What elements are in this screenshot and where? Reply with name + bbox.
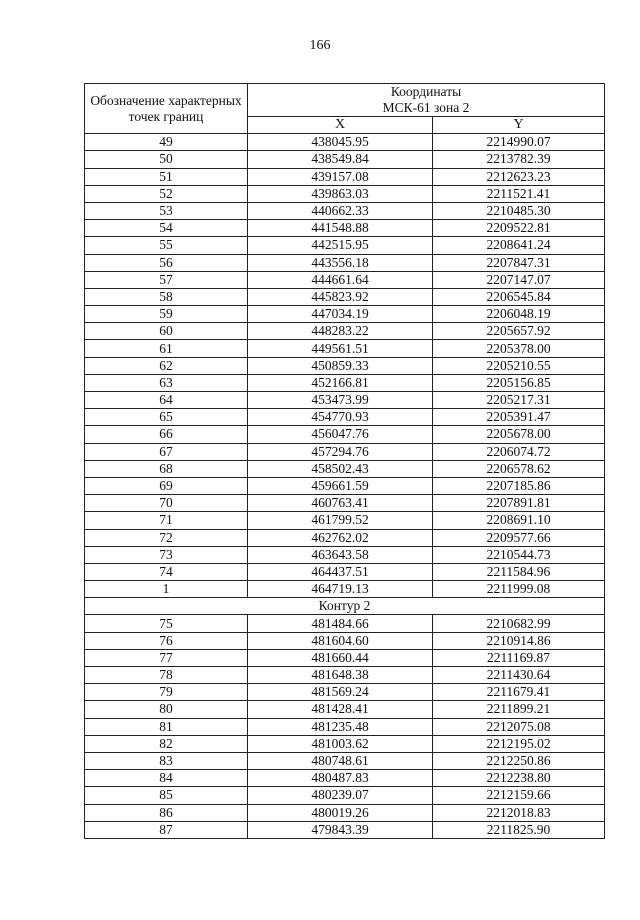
- x-coordinate-cell: 481569.24: [248, 684, 433, 701]
- point-name-header: Обозначение характерных точек границ: [85, 84, 248, 134]
- table-row: [85, 632, 605, 649]
- x-coordinate-cell: 479843.39: [248, 821, 433, 838]
- y-coordinate-cell: 2210682.99: [433, 615, 605, 632]
- point-name-cell: 1: [85, 581, 248, 598]
- x-coordinate-cell: 438549.84: [248, 151, 433, 168]
- table-row: [85, 684, 605, 701]
- y-coordinate-cell: 2206578.62: [433, 460, 605, 477]
- y-coordinate-cell: 2213782.39: [433, 151, 605, 168]
- y-coordinate-cell: 2214990.07: [433, 134, 605, 151]
- point-name-cell: 82: [85, 735, 248, 752]
- x-coordinate-cell: 480019.26: [248, 804, 433, 821]
- y-coordinate-cell: 2207147.07: [433, 271, 605, 288]
- y-coordinate-cell: 2210485.30: [433, 202, 605, 219]
- point-name-cell: 81: [85, 718, 248, 735]
- point-name-cell: 87: [85, 821, 248, 838]
- y-coordinate-cell: 2205657.92: [433, 323, 605, 340]
- y-coordinate-cell: 2206074.72: [433, 443, 605, 460]
- x-coordinate-cell: 452166.81: [248, 374, 433, 391]
- table-row: [85, 787, 605, 804]
- point-name-cell: 86: [85, 804, 248, 821]
- x-coordinate-cell: 439157.08: [248, 168, 433, 185]
- y-coordinate-cell: 2211521.41: [433, 185, 605, 202]
- point-name-cell: 84: [85, 770, 248, 787]
- table-row: [85, 254, 605, 271]
- table-row: [85, 357, 605, 374]
- point-name-cell: 75: [85, 615, 248, 632]
- table-row: [85, 460, 605, 477]
- y-coordinate-cell: 2209522.81: [433, 220, 605, 237]
- y-coordinate-cell: 2205156.85: [433, 374, 605, 391]
- point-name-cell: 55: [85, 237, 248, 254]
- table-row: [85, 168, 605, 185]
- x-coordinate-cell: 444661.64: [248, 271, 433, 288]
- point-name-cell: 56: [85, 254, 248, 271]
- section-row: [85, 598, 605, 615]
- point-name-cell: 60: [85, 323, 248, 340]
- x-coordinate-cell: 461799.52: [248, 512, 433, 529]
- table-row: [85, 512, 605, 529]
- point-name-cell: 53: [85, 202, 248, 219]
- table-row: [85, 134, 605, 151]
- table-row: [85, 735, 605, 752]
- y-coordinate-cell: 2211899.21: [433, 701, 605, 718]
- x-coordinate-cell: 445823.92: [248, 288, 433, 305]
- point-name-cell: 67: [85, 443, 248, 460]
- x-coordinate-cell: 450859.33: [248, 357, 433, 374]
- y-coordinate-cell: 2206545.84: [433, 288, 605, 305]
- coordinates-group-header: [248, 84, 605, 117]
- x-coordinate-cell: 481428.41: [248, 701, 433, 718]
- table-row: [85, 374, 605, 391]
- point-name-cell: 83: [85, 752, 248, 769]
- x-coordinate-cell: 481604.60: [248, 632, 433, 649]
- table-row: [85, 323, 605, 340]
- x-coordinate-cell: 481484.66: [248, 615, 433, 632]
- table-row: [85, 529, 605, 546]
- table-row: [85, 306, 605, 323]
- point-name-cell: 62: [85, 357, 248, 374]
- y-coordinate-cell: 2211169.87: [433, 649, 605, 666]
- y-coordinate-cell: 2205210.55: [433, 357, 605, 374]
- point-name-cell: 50: [85, 151, 248, 168]
- table-row: [85, 581, 605, 598]
- point-name-cell: 80: [85, 701, 248, 718]
- table-row: [85, 271, 605, 288]
- table-row: [85, 426, 605, 443]
- x-coordinate-cell: 453473.99: [248, 392, 433, 409]
- x-coordinate-cell: 463643.58: [248, 546, 433, 563]
- table-row: [85, 546, 605, 563]
- table-row: [85, 185, 605, 202]
- x-coordinate-cell: 441548.88: [248, 220, 433, 237]
- y-coordinate-cell: 2212623.23: [433, 168, 605, 185]
- y-coordinate-cell: 2212250.86: [433, 752, 605, 769]
- x-coordinate-cell: 443556.18: [248, 254, 433, 271]
- y-coordinate-cell: 2205217.31: [433, 392, 605, 409]
- table-row: [85, 220, 605, 237]
- y-coordinate-cell: 2212075.08: [433, 718, 605, 735]
- x-coordinate-cell: 439863.03: [248, 185, 433, 202]
- table-row: [85, 477, 605, 494]
- table-row: [85, 495, 605, 512]
- y-coordinate-cell: 2207891.81: [433, 495, 605, 512]
- point-name-cell: 72: [85, 529, 248, 546]
- x-coordinate-cell: 464719.13: [248, 581, 433, 598]
- table-row: [85, 804, 605, 821]
- table-row: [85, 392, 605, 409]
- x-coordinate-cell: 481648.38: [248, 667, 433, 684]
- y-coordinate-cell: 2209577.66: [433, 529, 605, 546]
- x-coordinate-cell: 462762.02: [248, 529, 433, 546]
- x-coordinate-cell: 447034.19: [248, 306, 433, 323]
- y-coordinate-cell: 2212159.66: [433, 787, 605, 804]
- y-coordinate-cell: 2208691.10: [433, 512, 605, 529]
- point-name-cell: 65: [85, 409, 248, 426]
- point-name-cell: 59: [85, 306, 248, 323]
- coordinates-table: [84, 83, 605, 839]
- table-row: [85, 770, 605, 787]
- coordinate-system-title: МСК-61 зона 2: [382, 100, 470, 115]
- table-row: [85, 563, 605, 580]
- point-name-cell: 52: [85, 185, 248, 202]
- point-name-cell: 73: [85, 546, 248, 563]
- table-row: [85, 718, 605, 735]
- page-number: 166: [309, 38, 331, 53]
- point-name-cell: 70: [85, 495, 248, 512]
- point-name-cell: 51: [85, 168, 248, 185]
- table-row: [85, 615, 605, 632]
- table-row: [85, 151, 605, 168]
- y-coordinate-cell: 2210914.86: [433, 632, 605, 649]
- y-coordinate-cell: 2205378.00: [433, 340, 605, 357]
- point-name-cell: 76: [85, 632, 248, 649]
- section-label: Контур 2: [85, 598, 605, 615]
- x-coordinate-cell: 440662.33: [248, 202, 433, 219]
- x-coordinate-cell: 449561.51: [248, 340, 433, 357]
- point-name-cell: 74: [85, 563, 248, 580]
- x-coordinate-cell: 459661.59: [248, 477, 433, 494]
- coordinates-title: Координаты: [390, 84, 462, 99]
- y-coordinate-cell: 2211825.90: [433, 821, 605, 838]
- point-name-cell: 69: [85, 477, 248, 494]
- point-name-cell: 49: [85, 134, 248, 151]
- y-coordinate-cell: 2205391.47: [433, 409, 605, 426]
- x-coordinate-cell: 480487.83: [248, 770, 433, 787]
- x-coordinate-cell: 448283.22: [248, 323, 433, 340]
- x-coordinate-cell: 460763.41: [248, 495, 433, 512]
- point-name-cell: 77: [85, 649, 248, 666]
- table-row: [85, 288, 605, 305]
- y-coordinate-cell: 2210544.73: [433, 546, 605, 563]
- y-coordinate-cell: 2211679.41: [433, 684, 605, 701]
- y-coordinate-cell: 2212018.83: [433, 804, 605, 821]
- x-coordinate-cell: 481660.44: [248, 649, 433, 666]
- x-coordinate-cell: 442515.95: [248, 237, 433, 254]
- point-name-cell: 64: [85, 392, 248, 409]
- table-row: [85, 340, 605, 357]
- table-row: [85, 649, 605, 666]
- table-body: [85, 134, 605, 839]
- point-name-cell: 85: [85, 787, 248, 804]
- y-coordinate-cell: 2207185.86: [433, 477, 605, 494]
- y-coordinate-cell: 2211584.96: [433, 563, 605, 580]
- point-name-cell: 78: [85, 667, 248, 684]
- x-coordinate-cell: 458502.43: [248, 460, 433, 477]
- y-coordinate-cell: 2207847.31: [433, 254, 605, 271]
- y-coordinate-cell: 2212238.80: [433, 770, 605, 787]
- y-coordinate-cell: 2211430.64: [433, 667, 605, 684]
- x-coordinate-cell: 457294.76: [248, 443, 433, 460]
- table-row: [85, 821, 605, 838]
- point-name-cell: 79: [85, 684, 248, 701]
- point-name-cell: 71: [85, 512, 248, 529]
- y-coordinate-cell: 2206048.19: [433, 306, 605, 323]
- y-coordinate-cell: 2205678.00: [433, 426, 605, 443]
- point-name-cell: 63: [85, 374, 248, 391]
- point-name-cell: 54: [85, 220, 248, 237]
- table-row: [85, 443, 605, 460]
- y-column-header: Y: [433, 117, 605, 134]
- table-row: [85, 667, 605, 684]
- x-coordinate-cell: 481235.48: [248, 718, 433, 735]
- table-row: [85, 202, 605, 219]
- table-row: [85, 752, 605, 769]
- x-coordinate-cell: 480239.07: [248, 787, 433, 804]
- x-coordinate-cell: 481003.62: [248, 735, 433, 752]
- point-name-cell: 58: [85, 288, 248, 305]
- point-name-cell: 61: [85, 340, 248, 357]
- x-column-header: X: [248, 117, 433, 134]
- table-row: [85, 701, 605, 718]
- y-coordinate-cell: 2212195.02: [433, 735, 605, 752]
- y-coordinate-cell: 2208641.24: [433, 237, 605, 254]
- table-header: [85, 84, 605, 134]
- y-coordinate-cell: 2211999.08: [433, 581, 605, 598]
- point-name-cell: 66: [85, 426, 248, 443]
- x-coordinate-cell: 456047.76: [248, 426, 433, 443]
- x-coordinate-cell: 480748.61: [248, 752, 433, 769]
- x-coordinate-cell: 438045.95: [248, 134, 433, 151]
- x-coordinate-cell: 464437.51: [248, 563, 433, 580]
- point-name-cell: 68: [85, 460, 248, 477]
- table-row: [85, 237, 605, 254]
- x-coordinate-cell: 454770.93: [248, 409, 433, 426]
- point-name-cell: 57: [85, 271, 248, 288]
- table-row: [85, 409, 605, 426]
